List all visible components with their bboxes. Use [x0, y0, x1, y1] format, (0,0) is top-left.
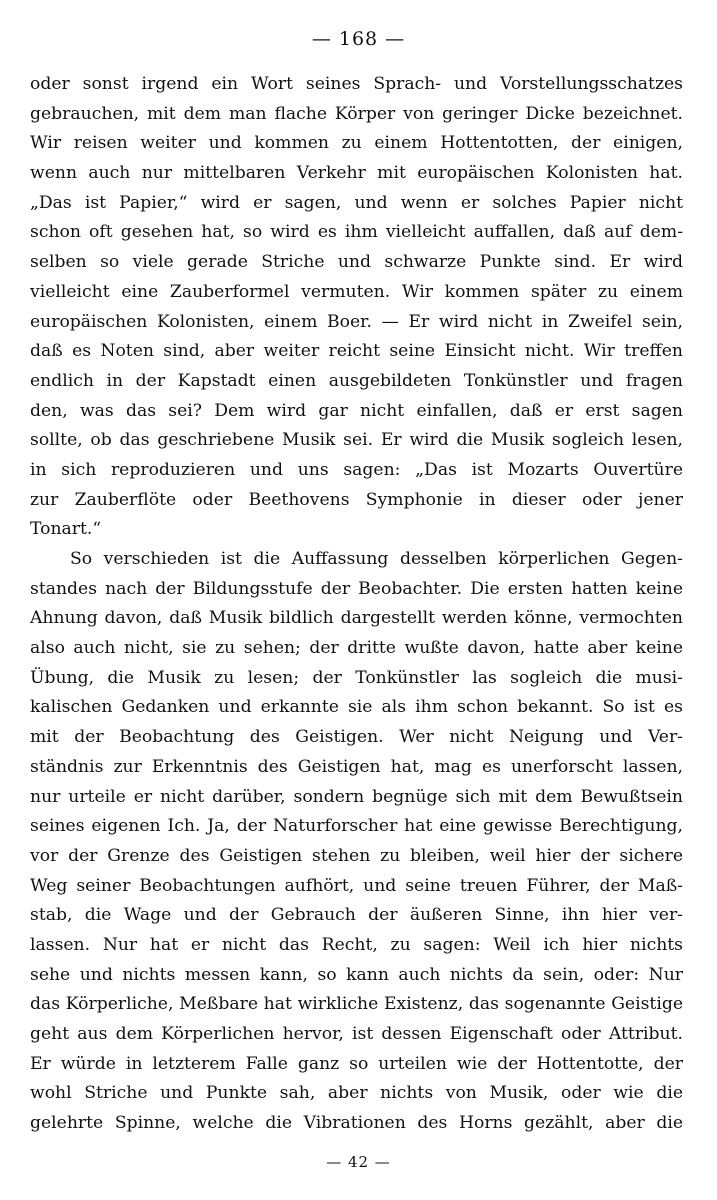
text-line: also auch nicht, sie zu sehen; der dritte wußte davon, hatte aber keine	[30, 638, 683, 659]
text-line: vor der Grenze des Geistigen stehen zu bleiben, weil hier der sichere	[30, 845, 683, 866]
text-line: stab, die Wage und der Gebrauch der äußeren Sinne, ihn hier ver-	[30, 905, 683, 926]
text-line: wenn auch nur mittelbaren Verkehr mit europäischen Kolonisten hat.	[30, 163, 683, 184]
text-line: gelehrte Spinne, welche die Vibrationen des Horns gezählt, aber die	[30, 1113, 683, 1134]
text-line: Ahnung davon, daß Musik bildlich dargestellt werden könne, vermochten	[30, 608, 683, 629]
paragraph-end-line: Tonart.“	[30, 519, 102, 540]
text-line: europäischen Kolonisten, einem Boer. — Er wird nicht in Zweifel sein,	[30, 311, 683, 332]
page-number: — 168 —	[311, 28, 406, 50]
text-line: „Das ist Papier,“ wird er sagen, und wenn er solches Papier nicht	[30, 192, 683, 213]
text-line: vielleicht eine Zauberformel vermuten. Wir kommen später zu einem	[30, 281, 683, 302]
text-line: endlich in der Kapstadt einen ausgebildeten Tonkünstler und fragen	[30, 370, 683, 391]
text-line: den, was das sei? Dem wird gar nicht einfallen, daß er erst sagen	[30, 400, 683, 421]
text-line: das Körperliche, Meßbare hat wirkliche Existenz, das sogenannte Geistige	[30, 994, 683, 1015]
text-line: standes nach der Bildungsstufe der Beobachter. Die ersten hatten keine	[30, 578, 683, 599]
text-line: sehe und nichts messen kann, so kann auch nichts da sein, oder: Nur	[30, 964, 683, 985]
text-line: ständnis zur Erkenntnis des Geistigen hat, mag es unerforscht lassen,	[30, 756, 683, 777]
text-line: schon oft gesehen hat, so wird es ihm vielleicht auffallen, daß auf dem-	[30, 222, 683, 243]
text-line: wohl Striche und Punkte sah, aber nichts von Musik, oder wie die	[30, 1083, 683, 1104]
text-line: seines eigenen Ich. Ja, der Naturforscher hat eine gewisse Berechtigung,	[30, 816, 683, 837]
text-line: oder sonst irgend ein Wort seines Sprach- und Vorstellungsschatzes	[30, 74, 683, 94]
text-line: Übung, die Musik zu lesen; der Tonkünstler las sogleich die musi-	[30, 667, 683, 688]
text-line: nur urteile er nicht darüber, sondern begnüge sich mit dem Bewußtsein	[30, 786, 683, 807]
text-line: Weg seiner Beobachtungen aufhört, und seine treuen Führer, der Maß-	[30, 875, 683, 896]
text-line: gebrauchen, mit dem man flache Körper von geringer Dicke bezeichnet.	[30, 103, 683, 124]
text-line: selben so viele gerade Striche und schwarze Punkte sind. Er wird	[30, 252, 683, 273]
text-line: Wir reisen weiter und kommen zu einem Hottentotten, der einigen,	[30, 133, 683, 154]
text-line: mit der Beobachtung des Geistigen. Wer nicht Neigung und Ver-	[30, 727, 683, 748]
signature-mark: — 42 —	[326, 1153, 391, 1171]
text-line: daß es Noten sind, aber weiter reicht seine Einsicht nicht. Wir treffen	[30, 341, 683, 362]
paragraph-start-line: So verschieden ist die Auffassung desselben körperlichen Gegen-	[70, 549, 683, 569]
text-line: lassen. Nur hat er nicht das Recht, zu sagen: Weil ich hier nichts	[30, 934, 683, 955]
text-line: kalischen Gedanken und erkannte sie als ihm schon bekannt. So ist es	[30, 697, 683, 718]
text-line: geht aus dem Körperlichen hervor, ist dessen Eigenschaft oder Attribut.	[30, 1024, 683, 1044]
text-line: zur Zauberflöte oder Beethovens Symphonie in dieser oder jener	[30, 489, 683, 510]
text-line: sollte, ob das geschriebene Musik sei. Er wird die Musik sogleich lesen,	[30, 430, 683, 451]
body-text	[30, 70, 683, 1139]
text-line: Er würde in letzterem Falle ganz so urteilen wie der Hottentotte, der	[30, 1053, 683, 1074]
text-line: in sich reproduzieren und uns sagen: „Das ist Mozarts Ouvertüre	[30, 459, 683, 480]
